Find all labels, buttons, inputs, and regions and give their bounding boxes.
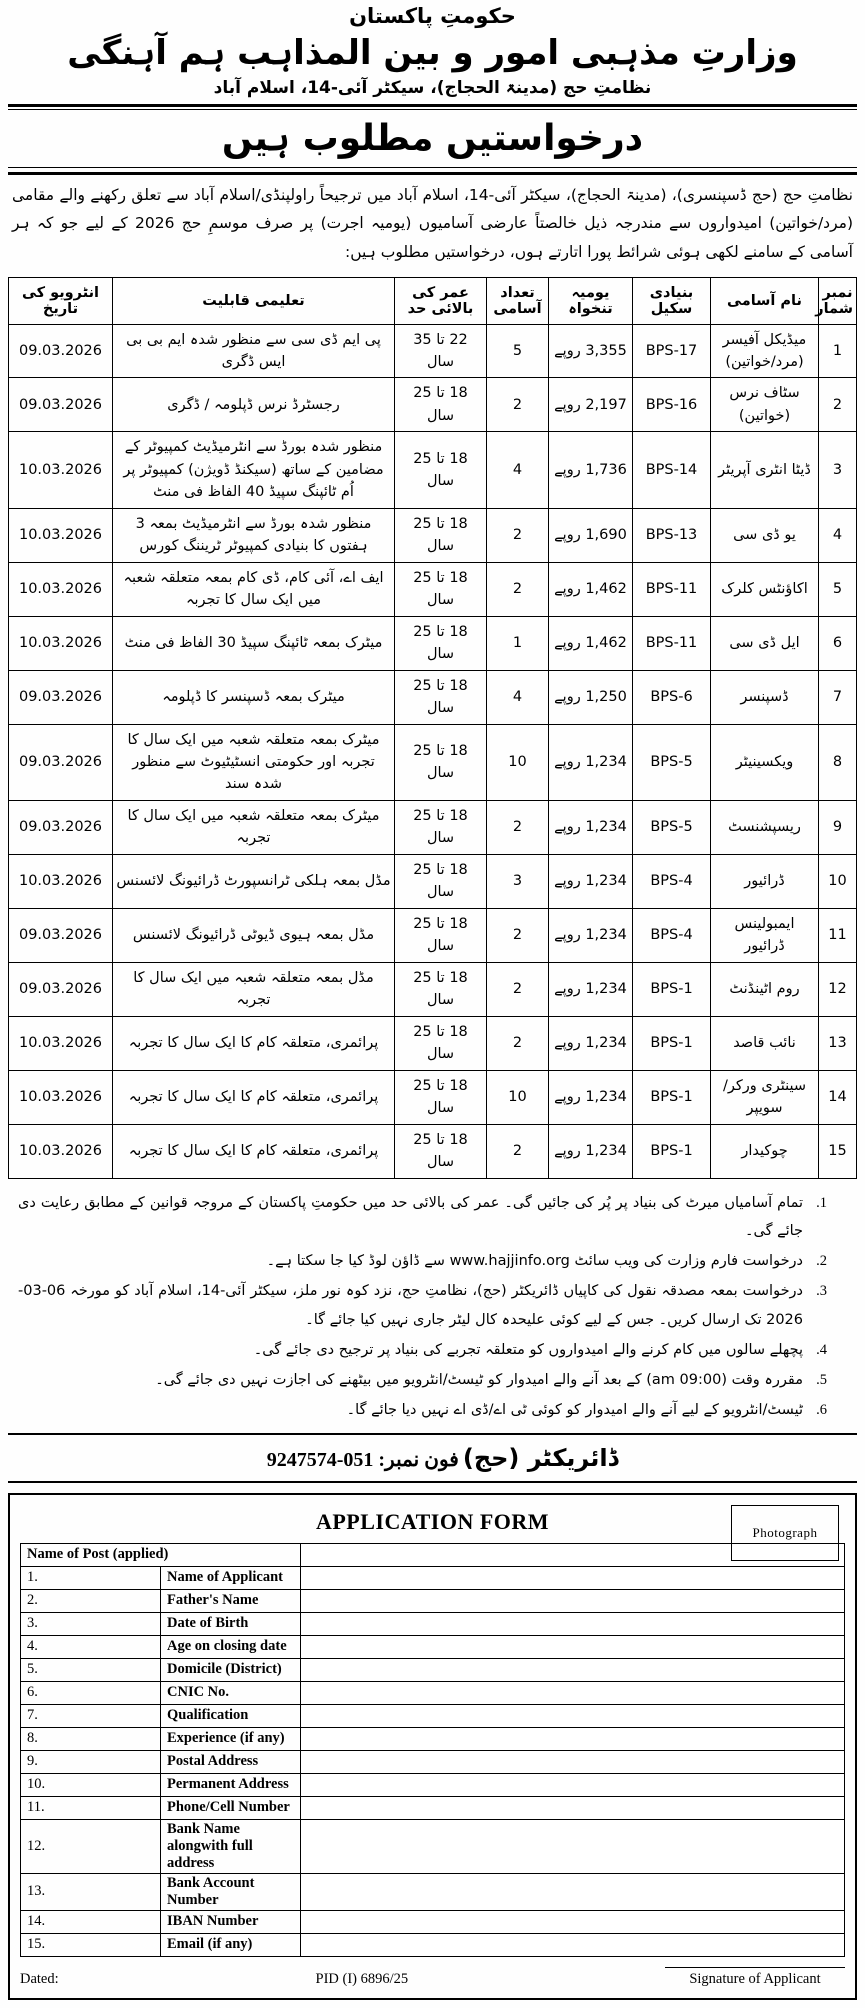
cell-bps: BPS-4: [633, 854, 711, 908]
cell-post: ایمبولینس ڈرائیور: [711, 908, 819, 962]
director-label: ڈائریکٹر (حج): [462, 1443, 619, 1472]
form-row-number: 2.: [21, 1589, 161, 1612]
cell-count: 10: [487, 1070, 549, 1124]
table-row: [9, 962, 857, 1016]
cell-count: 10: [487, 724, 549, 800]
cell-count: 2: [487, 508, 549, 562]
form-field-input[interactable]: [301, 1773, 845, 1796]
cell-bps: BPS-11: [633, 562, 711, 616]
cell-count: 2: [487, 962, 549, 1016]
form-field-label: Name of Applicant: [161, 1566, 301, 1589]
cell-count: 2: [487, 800, 549, 854]
note-item: تمام آسامیاں میرٹ کی بنیاد پر پُر کی جائیں گی۔ عمر کی بالائی حد میں حکومتِ پاکستان کے مروجہ قوانین کے مطابق رعایت دی جائے گی۔: [18, 1194, 803, 1239]
table-row: [9, 1070, 857, 1124]
form-row-number: 4.: [21, 1635, 161, 1658]
cell-age: 18 تا 25 سال: [395, 962, 487, 1016]
form-field-label: Experience (if any): [161, 1727, 301, 1750]
cell-serial: 15: [819, 1124, 857, 1178]
cell-post: سٹاف نرس (خواتین): [711, 378, 819, 432]
form-row-number: 11.: [21, 1796, 161, 1819]
form-row: [21, 1933, 845, 1956]
table-row: [9, 432, 857, 508]
form-field-input[interactable]: [301, 1933, 845, 1956]
cell-qualification: میٹرک بمعہ ٹائپنگ سپیڈ 30 الفاظ فی منٹ: [113, 616, 395, 670]
signature-block: [665, 1967, 845, 1988]
cell-count: 2: [487, 908, 549, 962]
cell-pay: 2,197 روپے: [549, 378, 633, 432]
cell-serial: 3: [819, 432, 857, 508]
cell-qualification: پی ایم ڈی سی سے منظور شدہ ایم بی بی ایس ڈگری: [113, 324, 395, 378]
form-field-input[interactable]: [301, 1681, 845, 1704]
photograph-box[interactable]: Photograph: [731, 1505, 839, 1561]
cell-qualification: مڈل بمعہ ہلکی ٹرانسپورٹ ڈرائیونگ لائسنس: [113, 854, 395, 908]
table-row: [9, 724, 857, 800]
cell-pay: 1,250 روپے: [549, 670, 633, 724]
cell-interview-date: 10.03.2026: [9, 1016, 113, 1070]
form-field-label: Phone/Cell Number: [161, 1796, 301, 1819]
contact-phone: فون نمبر: 051-9247574: [266, 1448, 459, 1471]
cell-age: 18 تا 25 سال: [395, 800, 487, 854]
form-row: [21, 1796, 845, 1819]
cell-pay: 1,234 روپے: [549, 1124, 633, 1178]
cell-age: 18 تا 25 سال: [395, 1016, 487, 1070]
cell-pay: 1,234 روپے: [549, 1070, 633, 1124]
form-row: [21, 1773, 845, 1796]
cell-post: یو ڈی سی: [711, 508, 819, 562]
cell-post: سینٹری ورکر/سویپر: [711, 1070, 819, 1124]
form-field-input[interactable]: [301, 1727, 845, 1750]
form-row: [21, 1589, 845, 1612]
cell-bps: BPS-1: [633, 1070, 711, 1124]
form-field-label: CNIC No.: [161, 1681, 301, 1704]
form-row-number: 5.: [21, 1658, 161, 1681]
form-row: [21, 1819, 845, 1873]
cell-bps: BPS-4: [633, 908, 711, 962]
form-field-input[interactable]: [301, 1658, 845, 1681]
form-row: [21, 1727, 845, 1750]
vacancies-table: [8, 277, 857, 1179]
cell-serial: 13: [819, 1016, 857, 1070]
cell-post: چوکیدار: [711, 1124, 819, 1178]
form-row: [21, 1612, 845, 1635]
cell-pay: 3,355 روپے: [549, 324, 633, 378]
form-row: [21, 1635, 845, 1658]
cell-age: 18 تا 25 سال: [395, 508, 487, 562]
column-header-qualification: تعلیمی قابلیت: [113, 277, 395, 324]
cell-qualification: مڈل بمعہ ہیوی ڈیوٹی ڈرائیونگ لائسنس: [113, 908, 395, 962]
cell-age: 18 تا 25 سال: [395, 724, 487, 800]
cell-pay: 1,234 روپے: [549, 724, 633, 800]
cell-bps: BPS-1: [633, 1124, 711, 1178]
form-row-number: 13.: [21, 1873, 161, 1910]
cell-interview-date: 10.03.2026: [9, 616, 113, 670]
cell-post: ایل ڈی سی: [711, 616, 819, 670]
table-row: [9, 670, 857, 724]
cell-bps: BPS-6: [633, 670, 711, 724]
note-item: پچھلے سالوں میں کام کرنے والے امیدواروں کو متعلقہ تجربے کی بنیاد پر ترجیح دی جائے گی۔: [253, 1341, 803, 1358]
cell-pay: 1,234 روپے: [549, 1016, 633, 1070]
column-header-bps: بنیادی سکیل: [633, 277, 711, 324]
cell-pay: 1,736 روپے: [549, 432, 633, 508]
application-form-table: [20, 1543, 845, 1957]
terms-and-conditions-list: [8, 1189, 857, 1425]
cell-serial: 7: [819, 670, 857, 724]
cell-serial: 2: [819, 378, 857, 432]
cell-pay: 1,462 روپے: [549, 616, 633, 670]
form-row: [21, 1704, 845, 1727]
form-title-text: APPLICATION FORM: [315, 1508, 550, 1534]
cell-post: ڈیٹا انٹری آپریٹر: [711, 432, 819, 508]
form-row-number: 3.: [21, 1612, 161, 1635]
ministry-title: وزارتِ مذہبی امور و بین المذاہب ہم آہنگی: [67, 33, 798, 73]
cell-serial: 1: [819, 324, 857, 378]
government-title: حکومتِ پاکستان: [349, 4, 516, 28]
cell-count: 4: [487, 670, 549, 724]
director-band: [8, 1433, 857, 1483]
cell-interview-date: 09.03.2026: [9, 800, 113, 854]
form-field-input[interactable]: [301, 1612, 845, 1635]
cell-count: 5: [487, 324, 549, 378]
column-header-count: تعداد آسامی: [487, 277, 549, 324]
table-row: [9, 800, 857, 854]
form-field-input[interactable]: [301, 1796, 845, 1819]
column-header-pay: یومیہ تنخواہ: [549, 277, 633, 324]
form-field-input[interactable]: [301, 1635, 845, 1658]
form-row: [21, 1681, 845, 1704]
cell-post: اکاؤنٹس کلرک: [711, 562, 819, 616]
form-field-label: Email (if any): [161, 1933, 301, 1956]
cell-interview-date: 10.03.2026: [9, 1124, 113, 1178]
cell-age: 18 تا 25 سال: [395, 670, 487, 724]
cell-age: 18 تا 25 سال: [395, 616, 487, 670]
cell-age: 18 تا 25 سال: [395, 908, 487, 962]
cell-serial: 4: [819, 508, 857, 562]
form-field-input[interactable]: [301, 1873, 845, 1910]
application-form: [8, 1493, 857, 2000]
signature-label: Signature of Applicant: [689, 1970, 821, 1987]
form-row: [21, 1658, 845, 1681]
cell-post: ریسپشنسٹ: [711, 800, 819, 854]
form-label-post: Name of Post (applied): [21, 1543, 301, 1566]
table-row: [9, 1016, 857, 1070]
cell-post: ڈسپنسر: [711, 670, 819, 724]
cell-interview-date: 09.03.2026: [9, 378, 113, 432]
cell-serial: 6: [819, 616, 857, 670]
form-field-label: IBAN Number: [161, 1910, 301, 1933]
form-field-input[interactable]: [301, 1704, 845, 1727]
cell-pay: 1,234 روپے: [549, 854, 633, 908]
cell-bps: BPS-17: [633, 324, 711, 378]
cell-interview-date: 09.03.2026: [9, 908, 113, 962]
cell-serial: 11: [819, 908, 857, 962]
cell-count: 4: [487, 432, 549, 508]
cell-pay: 1,234 روپے: [549, 962, 633, 1016]
cell-interview-date: 10.03.2026: [9, 432, 113, 508]
column-header-post: نام آسامی: [711, 277, 819, 324]
form-field-label: Father's Name: [161, 1589, 301, 1612]
cell-bps: BPS-1: [633, 1016, 711, 1070]
cell-age: 18 تا 25 سال: [395, 854, 487, 908]
table-row: [9, 508, 857, 562]
dated-label: Dated:: [20, 1970, 59, 1987]
cell-qualification: رجسٹرڈ نرس ڈپلومہ / ڈگری: [113, 378, 395, 432]
cell-count: 2: [487, 562, 549, 616]
document-header: [8, 0, 857, 98]
cell-count: 2: [487, 378, 549, 432]
cell-qualification: منظور شدہ بورڈ سے انٹرمیڈیٹ بمعہ 3 ہفتوں کا بنیادی کمپیوٹر ٹریننگ کورس: [113, 508, 395, 562]
cell-age: 18 تا 25 سال: [395, 562, 487, 616]
intro-paragraph: نظامتِ حج (حج ڈسپنسری)، (مدینۃ الحجاج)، سیکٹر آئی-14، اسلام آباد میں ترجیحاً راولپنڈی/اسلام آباد سے تعلق رکھنے والے مقامی (مرد/خواتین) امیدواروں سے مندرجہ ذیل خالصتاً عارضی آسامیوں (یومیہ اجرت) پر صرف موسمِ حج 2026 کے لیے جو کہ ہر آسامی کے سامنے لکھی ہوئی شرائط پورا اتارتے ہوں، درخواستیں مطلوب ہیں:: [12, 185, 853, 261]
cell-age: 18 تا 25 سال: [395, 1124, 487, 1178]
cell-pay: 1,234 روپے: [549, 800, 633, 854]
note-item: درخواست فارم وزارت کی ویب سائٹ www.hajjinfo.org سے ڈاؤن لوڈ کیا جا سکتا ہے۔: [266, 1253, 803, 1270]
form-field-label: Bank Account Number: [161, 1873, 301, 1910]
cell-qualification: میٹرک بمعہ ڈسپنسر کا ڈپلومہ: [113, 670, 395, 724]
form-field-label: Postal Address: [161, 1750, 301, 1773]
cell-serial: 5: [819, 562, 857, 616]
form-field-label: Date of Birth: [161, 1612, 301, 1635]
cell-pay: 1,690 روپے: [549, 508, 633, 562]
cell-count: 3: [487, 854, 549, 908]
form-row-number: 7.: [21, 1704, 161, 1727]
cell-serial: 12: [819, 962, 857, 1016]
cell-interview-date: 09.03.2026: [9, 962, 113, 1016]
form-row-number: 9.: [21, 1750, 161, 1773]
cell-interview-date: 09.03.2026: [9, 724, 113, 800]
header-divider-thick: [8, 104, 857, 107]
form-field-input[interactable]: [301, 1566, 845, 1589]
cell-bps: BPS-5: [633, 724, 711, 800]
cell-qualification: ایف اے، آئی کام، ڈی کام بمعہ متعلقہ شعبہ میں ایک سال کا تجربہ: [113, 562, 395, 616]
form-row: [21, 1910, 845, 1933]
table-row: [9, 378, 857, 432]
table-row: [9, 562, 857, 616]
column-header-serial: نمبر شمار: [819, 277, 857, 324]
form-row-number: 14.: [21, 1910, 161, 1933]
cell-interview-date: 10.03.2026: [9, 1070, 113, 1124]
note-item: مقررہ وقت (09:00 am) کے بعد آنے والے امیدوار کو ٹیسٹ/انٹرویو میں بیٹھنے کی اجازت نہیں دی جائے گی۔: [155, 1372, 803, 1389]
cell-qualification: منظور شدہ بورڈ سے انٹرمیڈیٹ کمپیوٹر کے مضامین کے ساتھ (سیکنڈ ڈویژن) کمپیوٹر پر اُم ٹائپنگ سپیڈ 40 الفاظ فی منٹ: [113, 432, 395, 508]
form-row-number: 6.: [21, 1681, 161, 1704]
cell-post: ویکسینیٹر: [711, 724, 819, 800]
table-row: [9, 616, 857, 670]
cell-serial: 14: [819, 1070, 857, 1124]
cell-bps: BPS-1: [633, 962, 711, 1016]
cell-interview-date: 10.03.2026: [9, 562, 113, 616]
cell-qualification: مڈل بمعہ متعلقہ شعبہ میں ایک سال کا تجربہ: [113, 962, 395, 1016]
cell-qualification: میٹرک بمعہ متعلقہ شعبہ میں ایک سال کا تجربہ: [113, 800, 395, 854]
cell-qualification: پرائمری، متعلقہ کام کا ایک سال کا تجربہ: [113, 1124, 395, 1178]
cell-serial: 8: [819, 724, 857, 800]
form-row-post: [21, 1543, 845, 1566]
table-row: [9, 854, 857, 908]
form-field-input[interactable]: [301, 1819, 845, 1873]
cell-qualification: پرائمری، متعلقہ کام کا ایک سال کا تجربہ: [113, 1016, 395, 1070]
office-address: نظامتِ حج (مدینۃ الحجاج)، سیکٹر آئی-14، اسلام آباد: [213, 77, 652, 98]
form-row-number: 10.: [21, 1773, 161, 1796]
page-title: درخواستیں مطلوب ہیں: [221, 117, 644, 159]
cell-interview-date: 09.03.2026: [9, 670, 113, 724]
pid-number: PID (I) 6896/25: [315, 1970, 409, 1987]
form-field-input[interactable]: [301, 1750, 845, 1773]
column-header-interview-date: انٹرویو کی تاریخ: [9, 277, 113, 324]
application-form-title: [20, 1508, 845, 1540]
cell-interview-date: 10.03.2026: [9, 854, 113, 908]
form-field-label: Domicile (District): [161, 1658, 301, 1681]
form-row-number: 12.: [21, 1819, 161, 1873]
form-footer: [20, 1967, 845, 1988]
cell-age: 22 تا 35 سال: [395, 324, 487, 378]
cell-post: ڈرائیور: [711, 854, 819, 908]
cell-count: 1: [487, 616, 549, 670]
cell-post: روم اٹینڈنٹ: [711, 962, 819, 1016]
cell-post: میڈیکل آفیسر (مرد/خواتین): [711, 324, 819, 378]
cell-interview-date: 09.03.2026: [9, 324, 113, 378]
form-row: [21, 1873, 845, 1910]
cell-count: 2: [487, 1016, 549, 1070]
cell-age: 18 تا 25 سال: [395, 432, 487, 508]
form-row-number: 15.: [21, 1933, 161, 1956]
cell-pay: 1,462 روپے: [549, 562, 633, 616]
cell-bps: BPS-5: [633, 800, 711, 854]
cell-post: نائب قاصد: [711, 1016, 819, 1070]
note-item: درخواست بمعہ مصدقہ نقول کی کاپیاں ڈائریکٹر (حج)، نظامتِ حج، نزد کوہ نور ملز، سیکٹر آئی-14، اسلام آباد کو مورخہ 06-03-2026 تک ارسال کریں۔ جس کے لیے کوئی علیحدہ کال لیٹر جاری نہیں کیا جائے گا۔: [18, 1283, 803, 1328]
form-row: [21, 1750, 845, 1773]
form-field-input[interactable]: [301, 1910, 845, 1933]
form-row-number: 8.: [21, 1727, 161, 1750]
cell-bps: BPS-13: [633, 508, 711, 562]
form-row: [21, 1566, 845, 1589]
column-header-age: عمر کی بالائی حد: [395, 277, 487, 324]
table-header-row: [9, 277, 857, 324]
table-row: [9, 324, 857, 378]
cell-count: 2: [487, 1124, 549, 1178]
cell-bps: BPS-11: [633, 616, 711, 670]
cell-serial: 9: [819, 800, 857, 854]
form-field-label: Permanent Address: [161, 1773, 301, 1796]
cell-qualification: پرائمری، متعلقہ کام کا ایک سال کا تجربہ: [113, 1070, 395, 1124]
form-row-number: 1.: [21, 1566, 161, 1589]
form-field-label: Bank Name alongwith full address: [161, 1819, 301, 1873]
cell-pay: 1,234 روپے: [549, 908, 633, 962]
table-row: [9, 908, 857, 962]
cell-bps: BPS-14: [633, 432, 711, 508]
title-divider-thin: [8, 167, 857, 168]
headline-band: [8, 110, 857, 165]
cell-serial: 10: [819, 854, 857, 908]
cell-age: 18 تا 25 سال: [395, 1070, 487, 1124]
table-row: [9, 1124, 857, 1178]
form-field-label: Qualification: [161, 1704, 301, 1727]
form-field-input[interactable]: [301, 1589, 845, 1612]
signature-line: [665, 1967, 845, 1968]
note-item: ٹیسٹ/انٹرویو کے لیے آنے والے امیدوار کو کوئی ٹی اے/ڈی اے نہیں دیا جائے گا۔: [346, 1402, 803, 1419]
cell-age: 18 تا 25 سال: [395, 378, 487, 432]
cell-qualification: میٹرک بمعہ متعلقہ شعبہ میں ایک سال کا تجربہ اور حکومتی انسٹیٹیوٹ سے منظور شدہ سند: [113, 724, 395, 800]
cell-bps: BPS-16: [633, 378, 711, 432]
form-field-label: Age on closing date: [161, 1635, 301, 1658]
cell-interview-date: 10.03.2026: [9, 508, 113, 562]
